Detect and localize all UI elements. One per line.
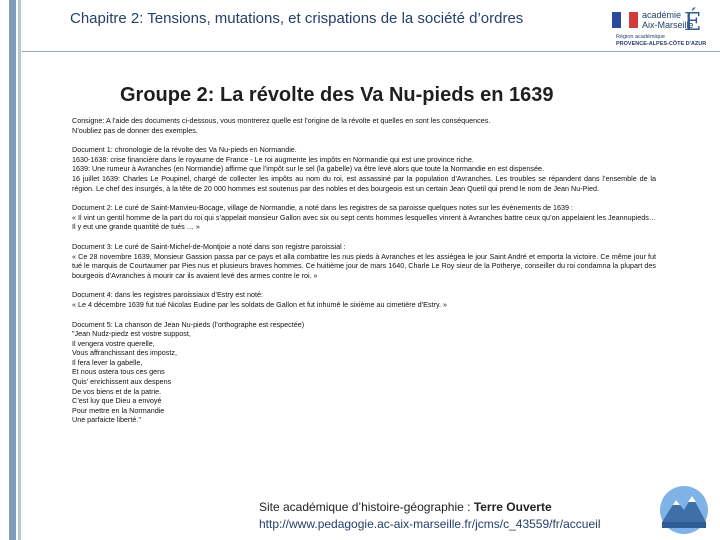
footer-url-link[interactable]: http://www.pedagogie.ac-aix-marseille.fr/jcms/c_43559/fr/accueil — [259, 517, 601, 531]
document-content — [72, 116, 656, 425]
footer-site-prefix: Site académique d’histoire-géographie : — [259, 500, 474, 514]
logo-word-region: Aix-Marseille — [642, 20, 694, 30]
sidebar-accent-bar-light — [18, 0, 21, 540]
poem-line: Quis’ enrichissent aux despens — [72, 377, 172, 387]
poem-line: Il vengera vostre querelle, — [72, 338, 155, 348]
document-line: « Le 4 décembre 1639 fut tué Nicolas Eudine par les soldats de Gallon et fut inhumé le sixième au cimetière d’Estry. » — [72, 299, 448, 309]
document-line: Document 1: chronologie de la révolte des Va Nu-pieds en Normandie. — [72, 145, 297, 155]
footer-site-line — [259, 499, 600, 516]
logo-region-name: PROVENCE-ALPES-CÔTE D'AZUR — [616, 41, 707, 47]
poem-line: Et nous ostera tous ces gens — [72, 367, 165, 377]
logo-word-academie: académie — [642, 10, 682, 20]
document-5-intro: Document 5: La chanson de Jean Nu-pieds (l’orthographe est respectée) — [72, 319, 305, 329]
footer-site-name: Terre Ouverte — [473, 500, 552, 514]
document-line: Document 4: dans les registres paroissiaux d’Estry est noté: — [72, 290, 263, 300]
consigne-line: N’oubliez pas de donner des exemples. — [72, 125, 198, 135]
poem-line: Il fera lever la gabelle, — [72, 357, 143, 367]
document-4 — [72, 290, 656, 309]
consigne-line: Consigne: A l’aide des documents ci-dessous, vous montrerez quelle est l’origine de la révolte et quelles en sont les conséquences. — [72, 116, 491, 125]
sidebar-accent-bar — [9, 0, 16, 540]
poem-line: "Jean Nudz-piedz est vostre suppost, — [72, 329, 191, 339]
document-line: « Il vint un gentil homme de la part du roi qui s’appelait monsieur Gallon avec six ou sept cents hommes lesquelles vinrent à Avranches battre ceux qu’on appelaient les Jeannupieds… Il y eut une grande quantité de tués … » — [72, 212, 656, 232]
french-flag-icon — [612, 12, 638, 28]
logo-subtitle: Région académique — [616, 34, 665, 40]
document-line: « Ce 28 novembre 1639, Monsieur Gassion passa par ce pays et alla combattre les nus pieds à Avranches et les assiégea le jour Saint André et emporta la victoire. Ce même jour fut tué le marquis de Courtaumer par Pies nus et plusieurs braves hommes. Ce huitième jour de mars 1640, Charle Le Roy sieur de la Potherye, conseiller du roi condamna la plupart des bourgeois d’Avranches à mourir car ils avaient levé des armes contre le roi. » — [72, 251, 656, 280]
document-2 — [72, 203, 656, 232]
document-3 — [72, 242, 656, 280]
poem-line: Une parfaicte liberté." — [72, 415, 141, 425]
mountain-logo-icon — [656, 484, 712, 536]
document-5 — [72, 320, 656, 426]
footer — [259, 499, 600, 533]
poem-line: Pour mettre en la Normandie — [72, 405, 165, 415]
document-1 — [72, 145, 656, 193]
document-line: Document 2: Le curé de Saint-Manvieu-Bocage, village de Normandie, a noté dans les registres de sa paroisse quelques notes sur les évènements de 1639 : — [72, 203, 574, 213]
document-line: 1639: Une rumeur à Avranches (en Normandie) affirme que l’impôt sur le sel (la gabelle) va être levé alors que toute la Normandie en est dispensée. — [72, 164, 544, 174]
consigne — [72, 116, 656, 135]
document-line: 1630-1638: crise financière dans le royaume de France - Le roi augmente les impôts en Normandie qui est une province riche. — [72, 154, 474, 164]
chapter-title: Chapitre 2: Tensions, mutations, et crispations de la société d’ordres — [70, 10, 524, 27]
document-line: 16 juillet 1639: Charles Le Poupinel, chargé de collecter les impôts au nom du roi, est assassiné par la population d’Avranches. Les troubles se répandent dans l’ensemble de la région. Le chef des insurgés, à la tête de 20 000 hommes est soutenus par des nobles et des bourgeois est un certain Jean Quetil qui prend le nom de Jean Nu-Pied. — [72, 173, 656, 193]
poem-line: C’est luy que Dieu a envoyé — [72, 396, 162, 406]
group-title: Groupe 2: La révolte des Va Nu-pieds en 1639 — [120, 84, 554, 106]
poem-line: De vos biens et de la patrie. — [72, 386, 162, 396]
poem-line: Vous affranchissant des impostz, — [72, 348, 177, 358]
document-line: Document 3: Le curé de Saint-Michel-de-Montjoie a noté dans son registre paroissial : — [72, 241, 346, 251]
academy-logo — [612, 6, 712, 50]
academy-e-icon: É — [684, 8, 702, 36]
